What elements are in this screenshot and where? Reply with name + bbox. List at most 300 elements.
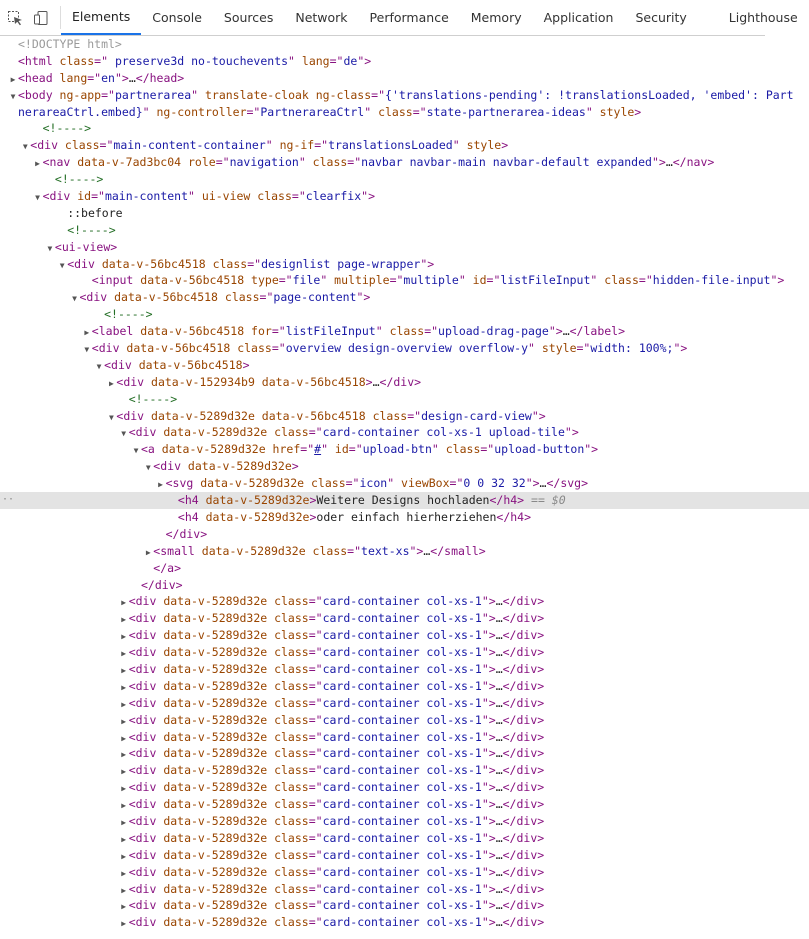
dom-node-line[interactable] (0, 70, 809, 87)
collapsed-triangle-icon[interactable]: ▶ (84, 328, 90, 338)
dom-node-line[interactable] (0, 256, 809, 273)
token-tag: </div> (502, 797, 545, 812)
token-tag: "> (481, 628, 496, 643)
token-an: data-v-5289d32e class (163, 813, 309, 828)
token-an: lang (301, 53, 330, 68)
token-tag: </div> (502, 898, 545, 913)
collapsed-triangle-icon[interactable]: ▶ (121, 733, 127, 743)
token-tag: =" (486, 273, 501, 288)
token-tag: > (291, 459, 299, 474)
token-av: design-card-view (421, 408, 532, 423)
expanded-triangle-icon[interactable]: ▼ (121, 429, 127, 439)
token-tag: =" (308, 746, 323, 761)
token-tag: =" (308, 830, 323, 845)
token-ps: ::before (67, 205, 123, 220)
token-cm: <!----> (104, 307, 153, 322)
expanded-triangle-icon[interactable]: ▼ (84, 345, 90, 355)
tab-memory[interactable]: Memory (470, 10, 522, 25)
collapsed-triangle-icon[interactable]: ▶ (145, 547, 151, 557)
token-tag: =" (308, 729, 323, 744)
token-tag: =" (371, 87, 386, 102)
token-av: card-container col-xs-1 (322, 628, 482, 643)
token-an: data-v-5289d32e class (163, 678, 309, 693)
token-tag: <div (128, 678, 164, 693)
tab-sources[interactable]: Sources (223, 10, 274, 25)
dom-node-line[interactable] (0, 391, 809, 408)
dom-node-line[interactable] (0, 289, 809, 306)
token-tag: </div> (502, 780, 545, 795)
token-tag: =" (308, 425, 323, 440)
token-tag: =" (101, 87, 115, 102)
token-tag: "> (481, 661, 496, 676)
token-an: lang (59, 70, 88, 85)
token-an: data-v-5289d32e class (163, 780, 309, 795)
token-ps: … (495, 611, 503, 626)
dom-node-line[interactable] (0, 475, 809, 492)
token-av: navigation (229, 155, 299, 170)
collapsed-triangle-icon[interactable]: ▶ (10, 74, 16, 84)
token-tag: =" (308, 678, 323, 693)
token-tag: =" (576, 341, 591, 356)
dom-node-line[interactable] (0, 36, 809, 53)
dom-node-line[interactable] (0, 779, 809, 796)
token-tag: =" (480, 442, 495, 457)
token-ps: … (495, 746, 503, 761)
token-tag: " (364, 104, 379, 119)
token-tag: =" (308, 915, 323, 930)
token-tag: <div (128, 661, 164, 676)
token-tag: <div (128, 729, 164, 744)
token-av: translationsLoaded (328, 138, 453, 153)
collapsed-triangle-icon[interactable]: ▶ (121, 784, 127, 794)
token-tag: <div (116, 408, 152, 423)
token-tag: =" (308, 695, 323, 710)
token-tag: "> (481, 729, 496, 744)
token-av: partnerarea (114, 87, 192, 102)
collapsed-triangle-icon[interactable]: ▶ (121, 682, 127, 692)
dom-node-line[interactable] (0, 171, 809, 188)
token-av: preserve3d no-touchevents (108, 53, 289, 68)
dom-node-line[interactable] (0, 847, 809, 864)
dom-node-line[interactable] (0, 695, 809, 712)
token-av: designlist page-wrapper (261, 256, 421, 271)
token-tag: "> (548, 324, 563, 339)
toolbar-icons (0, 6, 61, 29)
dom-node-line[interactable] (0, 745, 809, 762)
collapsed-triangle-icon[interactable]: ▶ (121, 649, 127, 659)
token-tag: <a (141, 442, 162, 457)
token-av: card-container col-xs-1 (322, 746, 482, 761)
token-tag: =" (347, 543, 362, 558)
collapsed-triangle-icon[interactable]: ▶ (121, 801, 127, 811)
token-tag: =" (215, 155, 230, 170)
token-av: main-content-container (113, 138, 266, 153)
dom-node-line[interactable] (0, 897, 809, 914)
collapsed-triangle-icon[interactable]: ▶ (121, 834, 127, 844)
dom-node-line[interactable] (0, 729, 809, 746)
token-av: card-container col-xs-1 (322, 763, 482, 778)
dom-node-line[interactable] (0, 154, 809, 171)
dom-node-line[interactable] (0, 272, 809, 289)
collapsed-triangle-icon[interactable]: ▶ (35, 159, 40, 169)
token-tag: " (265, 138, 280, 153)
token-tag: <div (128, 780, 164, 795)
token-av: card-container col-xs-1 (322, 594, 482, 609)
token-av: en (101, 70, 115, 85)
token-tag: =" (271, 324, 286, 339)
token-tag: </div> (502, 830, 545, 845)
token-ps: … (562, 324, 570, 339)
token-an: data-v-5289d32e class (163, 915, 309, 930)
dom-node-line[interactable] (0, 87, 809, 104)
token-av: card-container col-xs-1 (322, 678, 482, 693)
token-tag: <svg (165, 476, 201, 491)
token-tag: =" (308, 898, 323, 913)
token-av: card-container col-xs-1 (322, 661, 482, 676)
token-av: multiple (403, 273, 459, 288)
tab-lighthouse[interactable]: Lighthouse (728, 10, 798, 25)
token-tag: > (309, 493, 317, 508)
collapsed-triangle-icon[interactable]: ▶ (121, 767, 127, 777)
token-tag: "> (357, 53, 372, 68)
dom-node-line[interactable] (0, 796, 809, 813)
token-tag: > (634, 104, 642, 119)
collapsed-triangle-icon[interactable]: ▶ (121, 716, 127, 726)
token-tag: "> (409, 543, 424, 558)
dom-node-line[interactable] (0, 644, 809, 661)
token-tag: <label (91, 324, 141, 339)
token-tag: <div (128, 695, 164, 710)
token-av: 0 0 32 32 (463, 476, 526, 491)
token-tag: "> (481, 645, 496, 660)
token-av: navbar navbar-main navbar-default expanded (361, 155, 652, 170)
token-av: text-xs (361, 543, 410, 558)
token-an: data-v-56bc4518 type (140, 273, 279, 288)
token-av: card-container col-xs-1 (322, 712, 482, 727)
expanded-triangle-icon[interactable]: ▼ (35, 193, 40, 203)
token-an: data-v-5289d32e class (163, 864, 309, 879)
dom-node-line[interactable] (0, 408, 809, 425)
token-tag: "> (481, 881, 496, 896)
token-tag: "> (361, 189, 376, 204)
token-ps: … (495, 678, 503, 693)
token-tag: =" (91, 189, 105, 204)
dom-node-line[interactable] (0, 205, 809, 222)
token-an: data-v-5289d32e class (163, 425, 309, 440)
token-tag: </div> (502, 695, 545, 710)
expanded-triangle-icon[interactable]: ▼ (72, 294, 77, 304)
dom-node-line[interactable] (0, 762, 809, 779)
token-tag: =" (348, 442, 363, 457)
token-an: class (604, 273, 639, 288)
token-tag: <div (128, 425, 164, 440)
expanded-triangle-icon[interactable]: ▼ (22, 142, 28, 152)
token-an: data-v-5289d32e class (163, 628, 309, 643)
dom-node-line[interactable] (0, 104, 809, 121)
token-ps: … (665, 155, 673, 170)
token-tag: =" (329, 53, 344, 68)
token-ps: … (128, 70, 136, 85)
expanded-triangle-icon[interactable]: ▼ (108, 412, 114, 422)
token-tag: =" (308, 780, 323, 795)
collapsed-triangle-icon[interactable]: ▶ (121, 598, 127, 608)
dom-node-line[interactable] (0, 577, 809, 594)
token-tag: </nav> (672, 155, 715, 170)
dom-node-line[interactable] (0, 424, 809, 441)
token-an: ng-app (59, 87, 102, 102)
token-av: card-container col-xs-1 (322, 898, 482, 913)
token-an: data-v-5289d32e data-v-56bc4518 class (151, 408, 408, 423)
token-tag: " (528, 341, 542, 356)
token-ps: … (495, 628, 503, 643)
token-tag: <div (128, 746, 164, 761)
token-tag: <div (128, 813, 164, 828)
token-tag: =" (308, 813, 323, 828)
token-tag: <input (91, 273, 141, 288)
devtools-toolbar (0, 0, 798, 36)
token-av: card-container col-xs-1 (322, 881, 482, 896)
token-tag: =" (308, 645, 323, 660)
token-av: card-container col-xs-1 (322, 864, 482, 879)
dom-node-line[interactable] (0, 560, 809, 577)
token-av: hidden-file-input (652, 273, 771, 288)
dom-node-line[interactable] (0, 543, 809, 560)
collapsed-triangle-icon[interactable]: ▶ (121, 817, 127, 827)
token-tag: </div> (379, 374, 422, 389)
token-ps: … (372, 374, 380, 389)
token-tag: "> (481, 898, 496, 913)
token-tag: "> (584, 442, 599, 457)
token-tag: </h4> (489, 493, 525, 508)
collapsed-triangle-icon[interactable]: ▶ (158, 480, 163, 490)
token-tag: "> (481, 611, 496, 626)
token-an: data-v-5289d32e class (201, 543, 348, 558)
collapsed-triangle-icon[interactable]: ▶ (121, 868, 127, 878)
token-an: data-v-5289d32e class (163, 611, 309, 626)
token-tag: =" (246, 104, 261, 119)
token-tag: "> (770, 273, 785, 288)
token-tag: > (309, 509, 317, 524)
token-an: data-v-56bc4518 class (126, 341, 272, 356)
dom-tree[interactable] (0, 36, 809, 939)
device-toolbar-icon[interactable] (32, 9, 50, 27)
token-tag: > (501, 138, 509, 153)
token-an: data-v-5289d32e class (163, 898, 309, 913)
dom-node-line[interactable] (0, 830, 809, 847)
panel-tabs (61, 0, 809, 35)
dom-node-line[interactable] (0, 137, 809, 154)
token-ps: … (495, 729, 503, 744)
token-an: style (599, 104, 635, 119)
dom-node-line[interactable] (0, 357, 809, 374)
token-tag: <div (128, 712, 164, 727)
token-tag: </div> (502, 847, 545, 862)
dom-node-line[interactable] (0, 509, 809, 526)
dom-node-line[interactable] (0, 661, 809, 678)
token-an: data-v-5289d32e class (163, 645, 309, 660)
expanded-triangle-icon[interactable]: ▼ (59, 260, 65, 270)
token-tag: "> (564, 425, 579, 440)
token-tag: =" (347, 155, 362, 170)
token-an: data-v-5289d32e href (161, 442, 301, 457)
token-an: class (312, 155, 348, 170)
token-tag: " (387, 476, 402, 491)
tab-application[interactable]: Application (543, 10, 614, 25)
token-ps: … (495, 695, 503, 710)
token-an: data-v-5289d32e class (163, 729, 309, 744)
token-tag: </div> (141, 577, 183, 592)
token-an: data-v-56bc4518 for (140, 324, 272, 339)
expanded-triangle-icon[interactable]: ▼ (133, 446, 139, 456)
token-tag: </small> (430, 543, 486, 558)
token-an: multiple (334, 273, 390, 288)
token-tag: =" (99, 138, 114, 153)
token-an: data-v-5289d32e class (163, 695, 309, 710)
token-tag: <h4 (177, 493, 206, 508)
token-tag: "> (114, 70, 129, 85)
collapsed-triangle-icon[interactable]: ▶ (121, 699, 127, 709)
token-tag: "> (481, 695, 496, 710)
dom-node-line[interactable] (0, 914, 809, 931)
token-tag: <div (153, 459, 188, 474)
token-dt: <!DOCTYPE html> (18, 37, 122, 51)
token-an: data-v-5289d32e (187, 459, 292, 474)
dom-node-line[interactable] (0, 239, 809, 256)
collapsed-triangle-icon[interactable]: ▶ (121, 750, 127, 760)
token-tag: > (365, 374, 373, 389)
token-an: translate-cloak ng-class (204, 87, 372, 102)
token-tag: > (242, 357, 250, 372)
dom-node-line[interactable] (0, 340, 809, 357)
token-cm: <!----> (54, 172, 104, 187)
token-tag: " (288, 53, 302, 68)
expanded-triangle-icon[interactable]: ▼ (10, 91, 16, 101)
token-tag: " (431, 442, 446, 457)
dom-node-line[interactable] (0, 374, 809, 391)
dom-node-line[interactable] (0, 712, 809, 729)
token-an: ng-controller (156, 104, 247, 119)
token-tag: <small (153, 543, 202, 558)
token-ps: … (495, 712, 503, 727)
token-ps: … (495, 797, 503, 812)
expanded-triangle-icon[interactable]: ▼ (96, 361, 102, 371)
token-tag: =" (424, 324, 439, 339)
dom-node-line[interactable] (0, 188, 809, 205)
token-tag: "> (481, 780, 496, 795)
token-tag: <div (67, 256, 102, 271)
token-an: data-v-56bc4518 class (114, 290, 260, 305)
token-an: data-v-56bc4518 (138, 357, 243, 372)
token-tag: "> (531, 408, 546, 423)
tab-performance[interactable]: Performance (369, 10, 449, 25)
token-tag: "> (481, 712, 496, 727)
selected-dom-node[interactable] (0, 492, 809, 509)
token-tag: </head> (135, 70, 185, 85)
token-tag: <div (128, 881, 164, 896)
inspect-element-icon[interactable] (6, 9, 24, 27)
dom-node-line[interactable] (0, 120, 809, 137)
dom-node-line[interactable] (0, 678, 809, 695)
token-an: style (466, 138, 502, 153)
token-an: id (77, 189, 92, 204)
collapsed-triangle-icon[interactable]: ▶ (121, 632, 127, 642)
token-an: data-v-152934b9 data-v-56bc4518 (151, 374, 366, 389)
tab-network[interactable]: Network (295, 10, 348, 25)
expanded-triangle-icon[interactable]: ▼ (47, 243, 53, 253)
dom-node-line[interactable] (0, 881, 809, 898)
dom-node-line[interactable] (0, 441, 809, 458)
token-an: data-v-5289d32e class (163, 881, 309, 896)
token-tag: <div (128, 915, 164, 930)
dom-node-line[interactable] (0, 306, 809, 323)
token-tag: <head (18, 70, 60, 85)
collapsed-triangle-icon[interactable]: ▶ (121, 885, 127, 895)
token-tag: <div (79, 290, 115, 305)
token-tag: <nav (42, 155, 78, 170)
token-an: data-v-5289d32e class (163, 661, 309, 676)
dom-node-line[interactable] (0, 610, 809, 627)
token-av: nerareaCtrl.embed} (18, 104, 143, 119)
expanded-triangle-icon[interactable]: ▼ (145, 463, 151, 473)
token-tag: <div (30, 138, 65, 153)
dom-node-line[interactable] (0, 458, 809, 475)
token-tag: =" (87, 70, 102, 85)
token-av: card-container col-xs-1 upload-tile (322, 425, 565, 440)
token-an: ng-if (279, 138, 315, 153)
token-tag: "> (481, 915, 496, 930)
token-tag: </div> (502, 746, 545, 761)
token-tag: =" (314, 138, 329, 153)
dom-node-line[interactable] (0, 593, 809, 610)
token-tag: "> (481, 746, 496, 761)
token-an: class (378, 104, 413, 119)
dom-node-line[interactable] (0, 323, 809, 340)
token-an: data-v-5289d32e class (163, 830, 309, 845)
token-tag: =" (308, 628, 323, 643)
token-tag: " (320, 273, 335, 288)
token-ps: … (495, 898, 503, 913)
token-ps: … (495, 594, 503, 609)
token-ps: … (495, 847, 503, 862)
token-tag: "> (525, 476, 540, 491)
tab-console[interactable]: Console (152, 10, 202, 25)
dom-node-line[interactable] (0, 864, 809, 881)
token-tag: "> (420, 256, 435, 271)
dom-node-line[interactable] (0, 53, 809, 70)
token-tag: =" (300, 442, 315, 457)
token-av: overview design-overview overflow-y (285, 341, 529, 356)
dom-node-line[interactable] (0, 813, 809, 830)
token-eq: == $0 (524, 493, 566, 508)
collapsed-triangle-icon[interactable]: ▶ (121, 665, 127, 675)
collapsed-triangle-icon[interactable]: ▶ (121, 615, 127, 625)
dom-node-line[interactable] (0, 222, 809, 239)
more-options-icon[interactable]: ·· (2, 494, 15, 506)
collapsed-triangle-icon[interactable]: ▶ (121, 902, 127, 912)
dom-node-line[interactable] (0, 627, 809, 644)
dom-node-line[interactable] (0, 526, 809, 543)
token-ps: oder einfach hierherziehen (316, 509, 497, 524)
token-ps: … (495, 780, 503, 795)
collapsed-triangle-icon[interactable]: ▶ (121, 919, 127, 929)
collapsed-triangle-icon[interactable]: ▶ (121, 851, 127, 861)
tab-elements[interactable]: Elements (61, 0, 141, 35)
tab-security[interactable]: Security (635, 10, 687, 25)
token-tag: =" (449, 476, 464, 491)
token-tag: " (458, 273, 473, 288)
collapsed-triangle-icon[interactable]: ▶ (108, 378, 114, 388)
token-tag: <div (128, 797, 164, 812)
